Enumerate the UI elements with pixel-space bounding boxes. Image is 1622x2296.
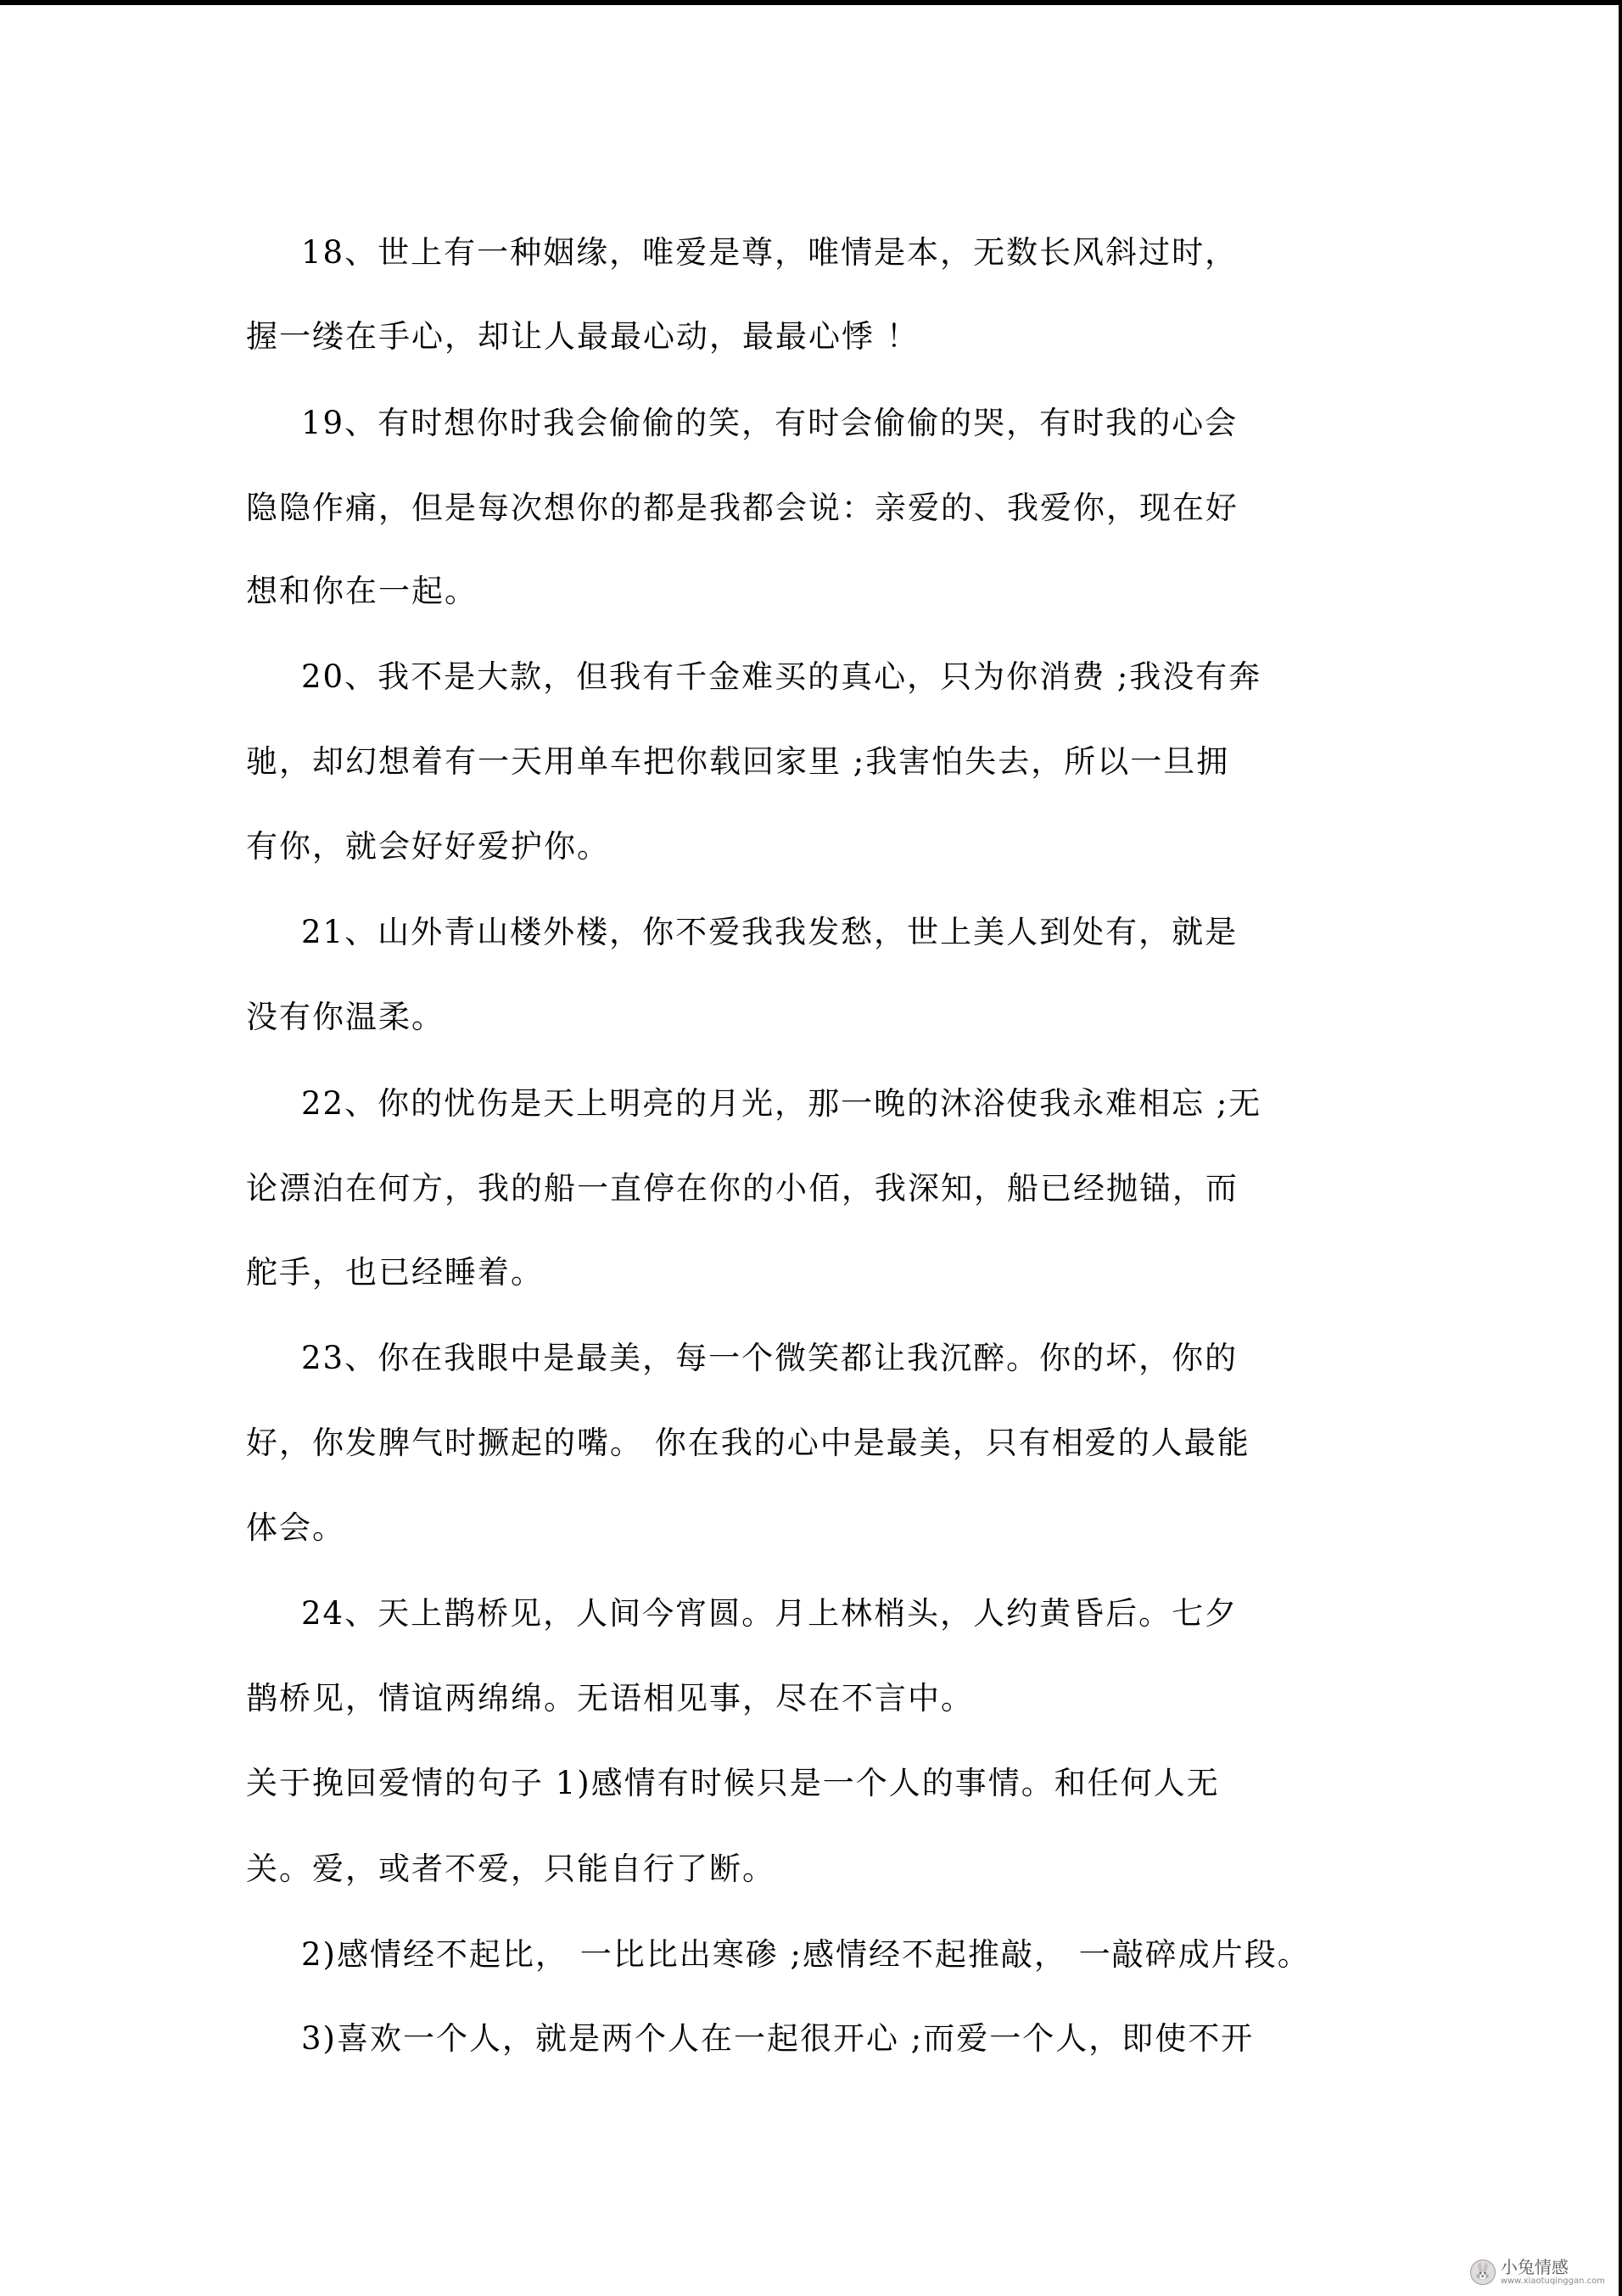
text-line: 23、你在我眼中是最美，每一个微笑都让我沉醉。你的坏，你的 [301,1340,1239,1376]
text-line: 好，你发脾气时撅起的嘴。 你在我的心中是最美，只有相爱的人最能 [246,1425,1250,1461]
text-line: 鹊桥见，情谊两绵绵。无语相见事，尽在不言中。 [246,1680,974,1716]
text-line: 想和你在一起。 [246,573,478,609]
text-line: 21、山外青山楼外楼，你不爱我我发愁，世上美人到处有，就是 [301,914,1239,950]
text-line: 驰，却幻想着有一天用单车把你载回家里 ;我害怕失去，所以一旦拥 [246,743,1230,780]
watermark [1470,2258,1605,2286]
watermark-text [1501,2258,1605,2286]
watermark-url: www.xiaotuqinggan.com [1500,2276,1605,2286]
rabbit-logo-icon: 🐰 [1470,2260,1496,2285]
text-line: 隐隐作痛，但是每次想你的都是我都会说：亲爱的、我爱你，现在好 [246,490,1239,526]
text-line: 体会。 [246,1509,345,1546]
text-line: 2)感情经不起比， 一比比出寒碜 ;感情经不起推敲， 一敲碎成片段。 [301,1936,1311,1973]
text-line: 关。爱，或者不爱，只能自行了断。 [246,1851,775,1887]
text-line: 18、世上有一种姻缘，唯爱是尊，唯情是本，无数长风斜过时， [301,234,1239,271]
text-line: 舵手，也已经睡着。 [246,1254,544,1291]
text-line: 19、有时想你时我会偷偷的笑，有时会偷偷的哭，有时我的心会 [301,405,1239,441]
text-line: 有你，就会好好爱护你。 [246,828,610,865]
text-line: 3)喜欢一个人，就是两个人在一起很开心 ;而爱一个人，即使不开 [301,2020,1255,2057]
text-line: 关于挽回爱情的句子 1)感情有时候只是一个人的事情。和任何人无 [246,1765,1220,1801]
watermark-brand: 小兔情感 [1500,2257,1569,2277]
text-line: 24、天上鹊桥见，人间今宵圆。月上林梢头，人约黄昏后。七夕 [301,1595,1239,1632]
text-line: 22、你的忧伤是天上明亮的月光，那一晚的沐浴使我永难相忘 ;无 [301,1085,1262,1122]
text-line: 20、我不是大款，但我有千金难买的真心，只为你消费 ;我没有奔 [301,658,1262,695]
text-line: 没有你温柔。 [246,999,445,1035]
text-line: 论漂泊在何方，我的船一直停在你的小佰，我深知，船已经抛锚，而 [246,1170,1239,1207]
text-line: 握一缕在手心，却让人最最心动，最最心悸 ！ [246,318,920,355]
